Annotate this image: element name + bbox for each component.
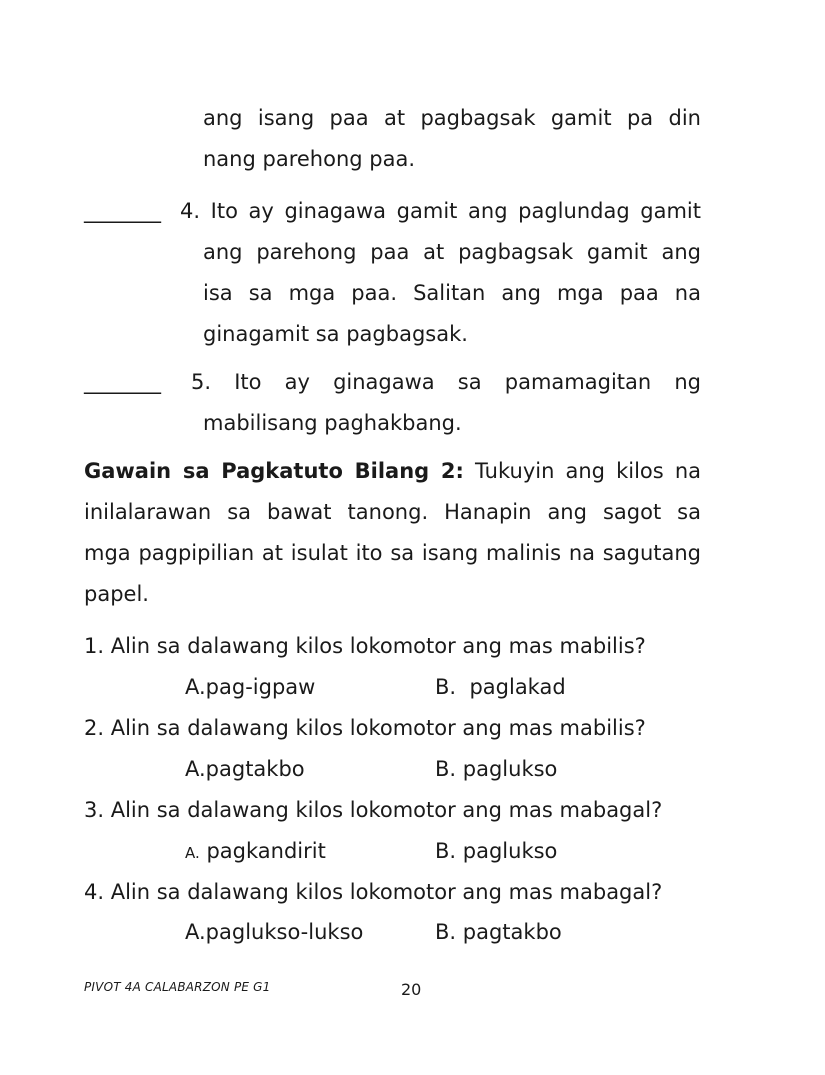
answer-blank-5: ________ [84, 370, 160, 394]
question-1-choice-b [435, 673, 566, 701]
answer-blank-4: ________ [84, 199, 160, 223]
question-3-choice-a [185, 837, 326, 867]
question-4-choice-a [185, 918, 363, 946]
item-4-line-3: isa sa mga paa. Salitan ang mga paa na [203, 281, 701, 305]
item-4-line-2: ang parehong paa at pagbagsak gamit ang [203, 240, 701, 264]
item-5-line-2: mabilisang paghakbang. [203, 411, 462, 435]
choice-b-text: paglukso [462, 757, 558, 781]
continued-line-1: ang isang paa at pagbagsak gamit pa din [203, 106, 701, 130]
activity-line-1-rest: Tukuyin ang kilos na [475, 459, 701, 483]
choice-b-text: paglakad [469, 675, 566, 699]
activity-heading: Gawain sa Pagkatuto Bilang 2: [84, 459, 464, 483]
item-5-first-line: 5. Ito ay ginagawa sa pamamagitan ng [191, 370, 701, 394]
choice-a-label: A. [185, 675, 206, 699]
choice-b-text: pagtakbo [462, 920, 562, 944]
item-4-first-line: 4. Ito ay ginagawa gamit ang paglundag gamit [180, 199, 701, 223]
question-2-choice-b [435, 755, 557, 783]
question-3-choice-b [435, 837, 557, 865]
choice-a-label: A. [185, 920, 206, 944]
choice-b-label: B. [435, 839, 457, 863]
activity-paragraph-line-4: papel. [84, 582, 149, 606]
choice-a-text: pagkandirit [206, 839, 326, 863]
question-4-choice-b [435, 918, 562, 946]
question-1-choice-a [185, 673, 315, 701]
activity-paragraph-line-1 [84, 457, 701, 485]
question-3: 3. Alin sa dalawang kilos lokomotor ang mas mabagal? [84, 798, 663, 822]
choice-a-text: paglukso-lukso [205, 920, 364, 944]
choice-b-label: B. [435, 757, 457, 781]
continued-line-2: nang parehong paa. [203, 147, 415, 171]
choice-a-text: pag-igpaw [205, 675, 316, 699]
page-number: 20 [401, 980, 422, 999]
item-4-line-4: ginagamit sa pagbagsak. [203, 322, 468, 346]
choice-b-label: B. [435, 920, 457, 944]
question-2-choice-a [185, 755, 305, 783]
choice-b-label: B. [435, 675, 457, 699]
activity-paragraph-line-2: inilalarawan sa bawat tanong. Hanapin ang sagot sa [84, 500, 701, 524]
choice-b-text: paglukso [462, 839, 558, 863]
activity-paragraph-line-3: mga pagpipilian at isulat ito sa isang malinis na sagutang [84, 541, 701, 565]
choice-a-label: A. [185, 757, 206, 781]
footer-source-label: PIVOT 4A CALABARZON PE G1 [84, 980, 271, 994]
choice-a-text: pagtakbo [205, 757, 305, 781]
question-4: 4. Alin sa dalawang kilos lokomotor ang mas mabagal? [84, 880, 663, 904]
choice-a-label: A. [185, 844, 200, 862]
question-2: 2. Alin sa dalawang kilos lokomotor ang mas mabilis? [84, 716, 646, 740]
question-1: 1. Alin sa dalawang kilos lokomotor ang mas mabilis? [84, 634, 646, 658]
